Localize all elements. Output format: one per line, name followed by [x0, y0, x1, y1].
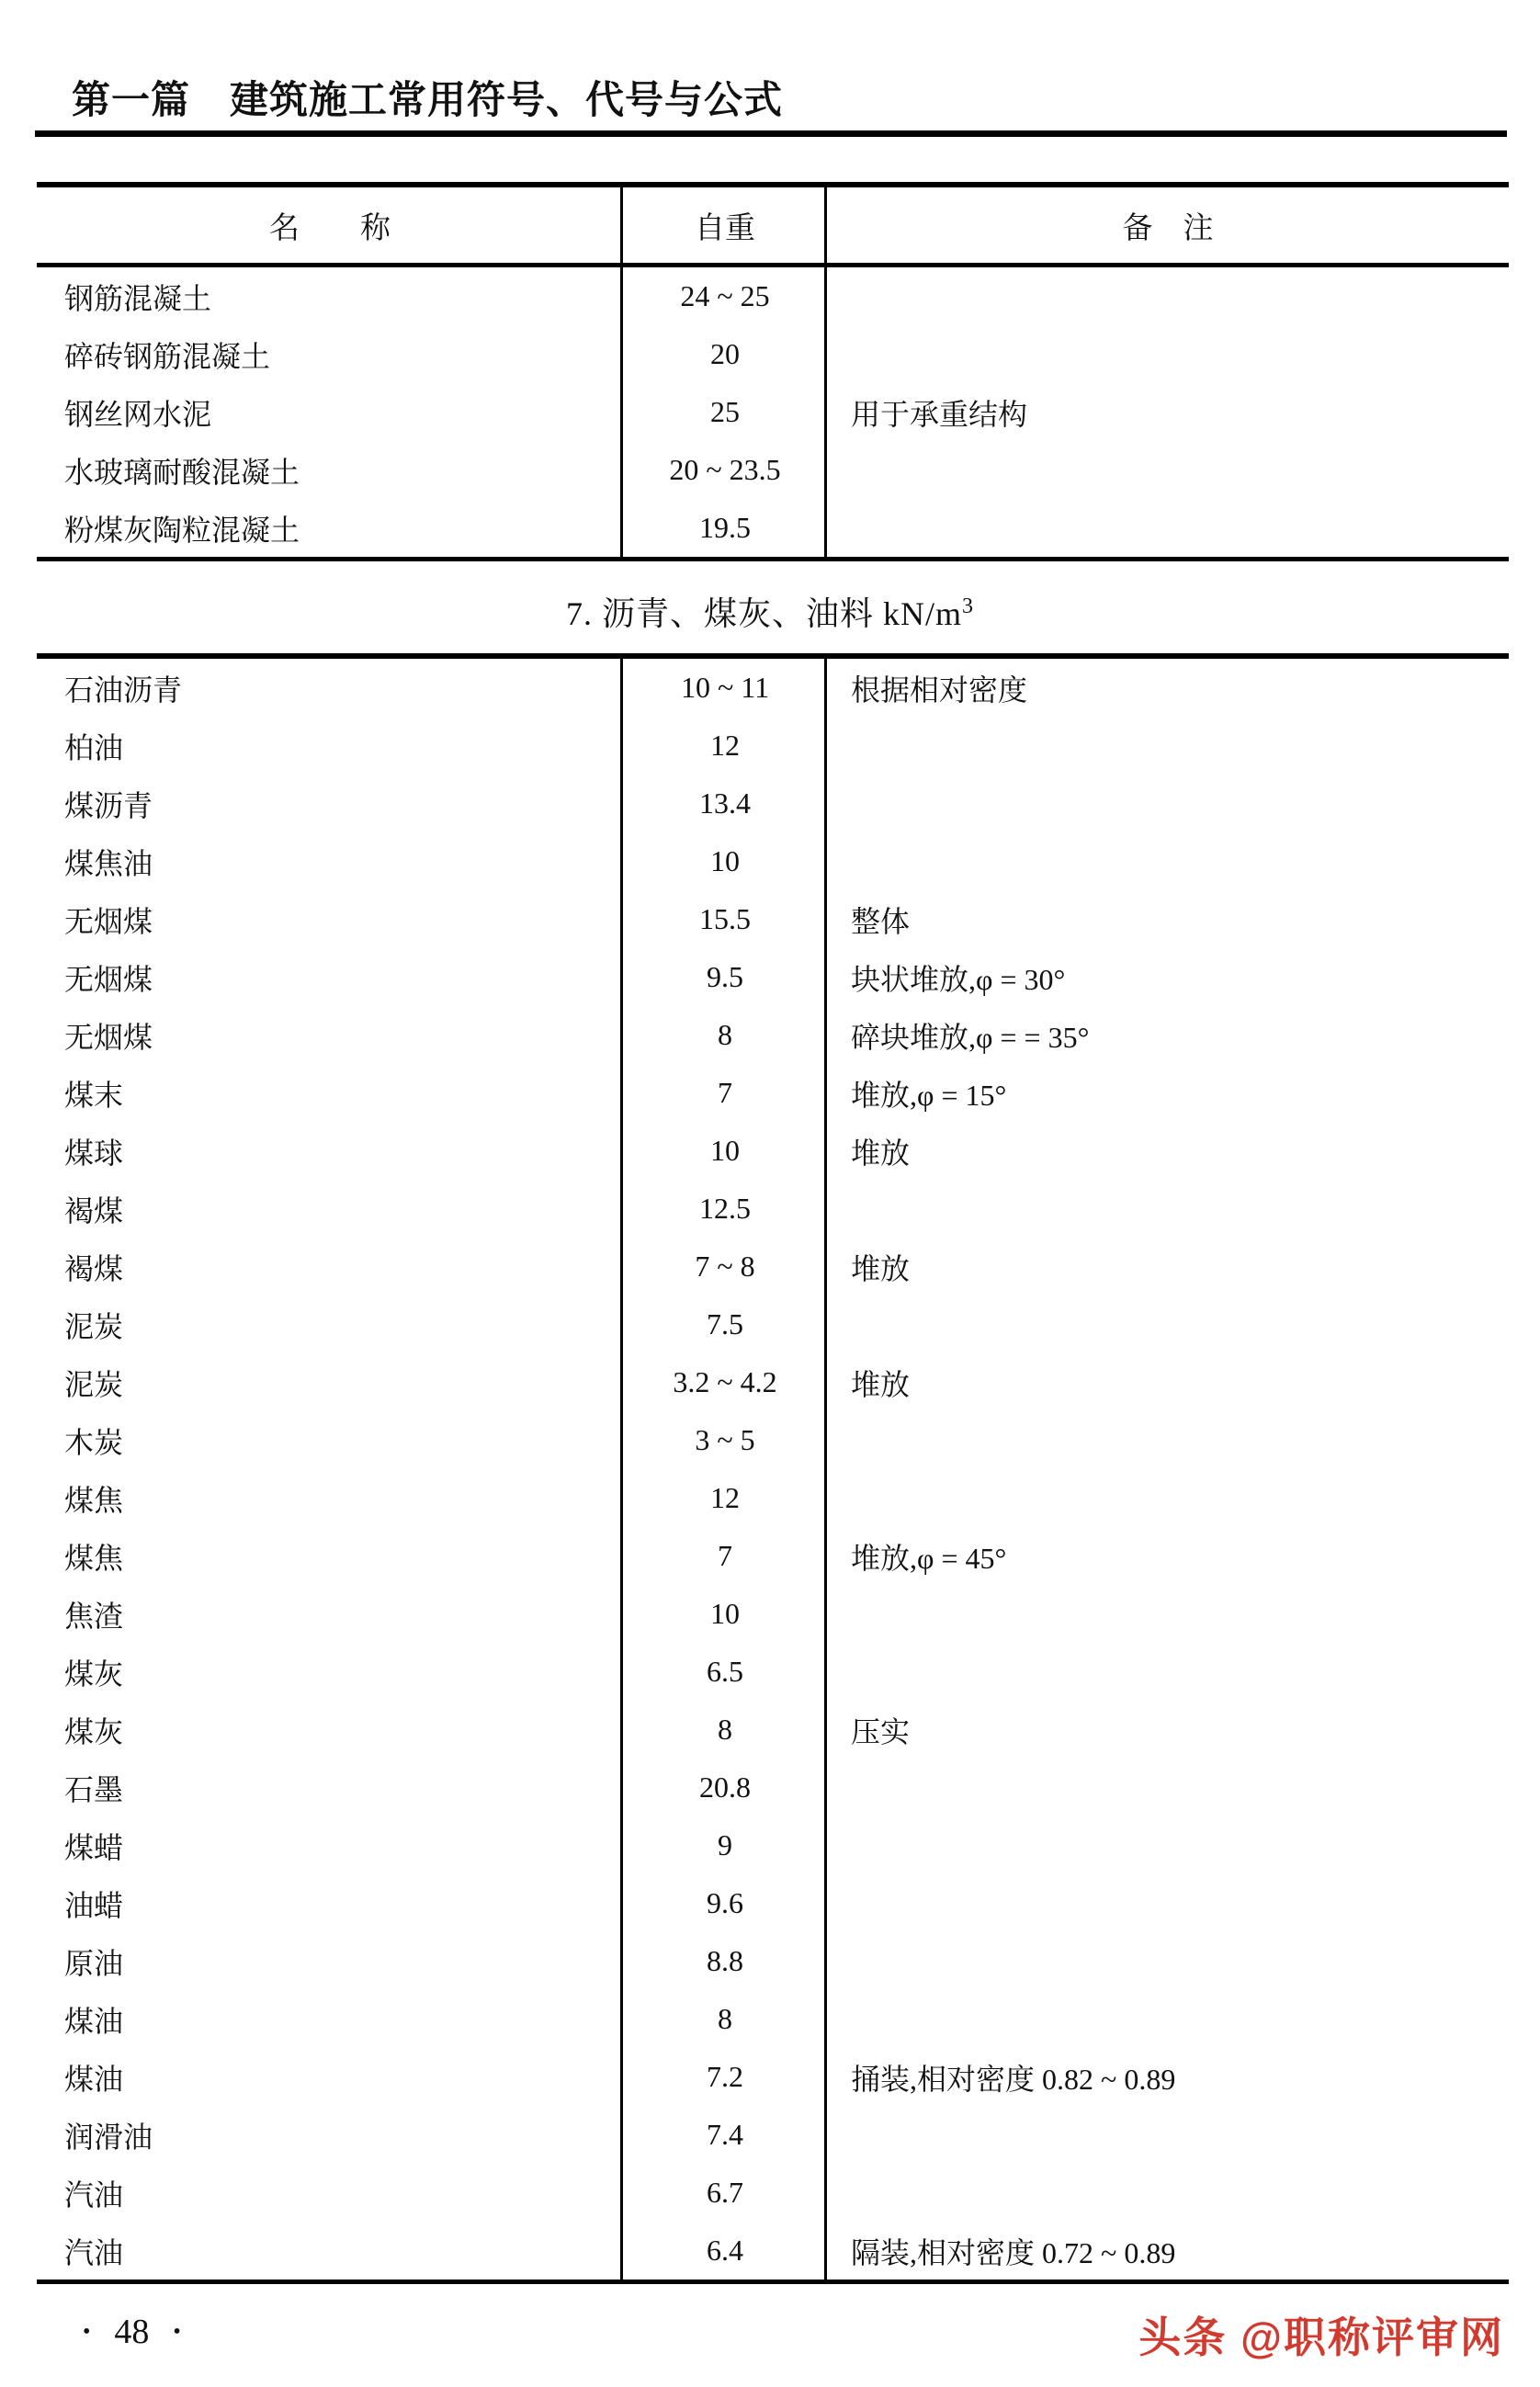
material-name-cell: 无烟煤 [64, 962, 153, 996]
column-header-name: 名 称 [269, 211, 391, 245]
material-name-cell: 油蜡 [64, 1888, 124, 1922]
materials-table-oils [37, 653, 1509, 2284]
watermark-toutiao: 头条 @职称评审网 [1138, 2313, 1504, 2361]
self-weight-cell: 9.6 [707, 1886, 743, 1919]
table-row [37, 775, 1509, 832]
material-name-cell: 煤蜡 [64, 1830, 124, 1864]
material-name-cell: 煤焦 [64, 1541, 124, 1575]
self-weight-cell: 7 [718, 1076, 732, 1109]
table-row [37, 1585, 1509, 1643]
self-weight-cell: 10 [710, 1597, 740, 1630]
table-row [37, 1932, 1509, 1990]
page-number [83, 2312, 181, 2352]
column-divider [824, 659, 827, 2280]
self-weight-cell: 8.8 [707, 1944, 743, 1977]
column-divider [824, 187, 827, 557]
table-header-row [37, 187, 1509, 267]
table-row [37, 890, 1509, 948]
material-name-cell: 煤灰 [64, 1714, 124, 1748]
table-body [37, 267, 1509, 557]
self-weight-cell: 24 ~ 25 [680, 279, 770, 312]
section-title [0, 588, 1540, 635]
table-row [37, 1816, 1509, 1874]
materials-table-top [37, 182, 1509, 561]
table-row [37, 2164, 1509, 2222]
table-row [37, 1064, 1509, 1122]
table-row [37, 267, 1509, 325]
section-title-superscript: 3 [962, 594, 974, 618]
table-row [37, 1990, 1509, 2048]
note-cell: 堆放 [851, 1367, 911, 1401]
self-weight-cell: 20 [710, 337, 740, 370]
table-row [37, 499, 1509, 557]
table-row [37, 325, 1509, 383]
self-weight-cell: 3 ~ 5 [695, 1423, 755, 1456]
self-weight-cell: 20 ~ 23.5 [669, 453, 781, 486]
table-row [37, 717, 1509, 775]
self-weight-cell: 6.7 [707, 2176, 743, 2209]
table-row [37, 1180, 1509, 1238]
material-name-cell: 木炭 [64, 1425, 124, 1459]
material-name-cell: 原油 [64, 1946, 124, 1980]
column-divider [620, 187, 623, 557]
material-name-cell: 煤灰 [64, 1657, 124, 1691]
chapter-heading: 第一篇 建筑施工常用符号、代号与公式 [72, 80, 784, 122]
table-row [37, 1527, 1509, 1585]
material-name-cell: 焦渣 [64, 1599, 124, 1633]
self-weight-cell: 9.5 [707, 960, 743, 993]
material-name-cell: 水玻璃耐酸混凝土 [64, 455, 300, 489]
note-cell: 压实 [851, 1714, 911, 1748]
note-cell: 捅装,相对密度 0.82 ~ 0.89 [851, 2062, 1176, 2096]
self-weight-cell: 7 ~ 8 [695, 1250, 755, 1283]
note-cell: 堆放,φ = 15° [851, 1078, 1007, 1112]
self-weight-cell: 10 [710, 844, 740, 877]
material-name-cell: 煤焦油 [64, 846, 153, 880]
self-weight-cell: 12 [710, 1481, 740, 1514]
self-weight-cell: 10 [710, 1134, 740, 1167]
page-number-left-dot: • [83, 2320, 91, 2344]
note-cell: 块状堆放,φ = 30° [851, 962, 1066, 996]
material-name-cell: 润滑油 [64, 2120, 153, 2154]
self-weight-cell: 7.5 [707, 1307, 743, 1341]
material-name-cell: 煤油 [64, 2004, 124, 2038]
table-row [37, 1469, 1509, 1527]
material-name-cell: 粉煤灰陶粒混凝土 [64, 513, 300, 547]
material-name-cell: 无烟煤 [64, 1020, 153, 1054]
table-row [37, 1643, 1509, 1701]
material-name-cell: 碎砖钢筋混凝土 [64, 339, 271, 373]
page-number-right-dot: • [173, 2320, 181, 2344]
self-weight-cell: 25 [710, 395, 740, 428]
table-row [37, 1238, 1509, 1295]
note-cell: 堆放,φ = 45° [851, 1541, 1007, 1575]
material-name-cell: 煤沥青 [64, 788, 153, 822]
note-cell: 隔装,相对密度 0.72 ~ 0.89 [851, 2235, 1176, 2269]
table-row [37, 383, 1509, 441]
self-weight-cell: 3.2 ~ 4.2 [673, 1365, 777, 1398]
column-header-note: 备 注 [1122, 211, 1214, 245]
material-name-cell: 汽油 [64, 2178, 124, 2212]
self-weight-cell: 9 [718, 1828, 732, 1861]
table-row [37, 441, 1509, 499]
table-row [37, 2106, 1509, 2164]
table-row [37, 1874, 1509, 1932]
note-cell: 整体 [851, 904, 911, 938]
self-weight-cell: 20.8 [699, 1770, 751, 1804]
material-name-cell: 褐煤 [64, 1194, 124, 1227]
table-row [37, 1411, 1509, 1469]
self-weight-cell: 15.5 [699, 902, 751, 935]
table-row [37, 659, 1509, 717]
table-row [37, 948, 1509, 1006]
table-row [37, 1295, 1509, 1353]
self-weight-cell: 7 [718, 1539, 732, 1572]
material-name-cell: 钢丝网水泥 [64, 397, 212, 431]
table-row [37, 1759, 1509, 1816]
material-name-cell: 石墨 [64, 1772, 124, 1806]
column-header-weight: 自重 [695, 211, 755, 245]
note-cell: 堆放 [851, 1136, 911, 1170]
self-weight-cell: 8 [718, 2002, 732, 2035]
material-name-cell: 钢筋混凝土 [64, 281, 212, 315]
table-row [37, 1006, 1509, 1064]
note-cell: 根据相对密度 [851, 673, 1028, 707]
self-weight-cell: 13.4 [699, 786, 751, 820]
self-weight-cell: 12 [710, 729, 740, 762]
header-rule [35, 130, 1507, 137]
note-cell: 堆放 [851, 1251, 911, 1285]
self-weight-cell: 6.5 [707, 1655, 743, 1688]
column-divider [620, 659, 623, 2280]
material-name-cell: 泥炭 [64, 1367, 124, 1401]
section-title-text: 7. 沥青、煤灰、油料 kN/m [565, 595, 962, 632]
self-weight-cell: 8 [718, 1018, 732, 1051]
table-row [37, 1701, 1509, 1759]
note-cell: 碎块堆放,φ = = 35° [851, 1020, 1090, 1054]
material-name-cell: 煤末 [64, 1078, 124, 1112]
table-row [37, 2222, 1509, 2280]
material-name-cell: 无烟煤 [64, 904, 153, 938]
material-name-cell: 煤油 [64, 2062, 124, 2096]
table-row [37, 2048, 1509, 2106]
table-row [37, 1353, 1509, 1411]
note-cell: 用于承重结构 [851, 397, 1028, 431]
table-body [37, 659, 1509, 2280]
material-name-cell: 煤焦 [64, 1483, 124, 1517]
table-row [37, 1122, 1509, 1180]
material-name-cell: 石油沥青 [64, 673, 183, 707]
self-weight-cell: 6.4 [707, 2234, 743, 2267]
page-number-value: 48 [114, 2313, 150, 2351]
self-weight-cell: 19.5 [699, 511, 751, 544]
self-weight-cell: 7.2 [707, 2060, 743, 2093]
material-name-cell: 汽油 [64, 2235, 124, 2269]
self-weight-cell: 12.5 [699, 1192, 751, 1225]
material-name-cell: 泥炭 [64, 1309, 124, 1343]
table-row [37, 832, 1509, 890]
material-name-cell: 柏油 [64, 730, 124, 764]
self-weight-cell: 10 ~ 11 [680, 671, 770, 704]
self-weight-cell: 8 [718, 1713, 732, 1746]
material-name-cell: 煤球 [64, 1136, 124, 1170]
material-name-cell: 褐煤 [64, 1251, 124, 1285]
self-weight-cell: 7.4 [707, 2118, 743, 2151]
